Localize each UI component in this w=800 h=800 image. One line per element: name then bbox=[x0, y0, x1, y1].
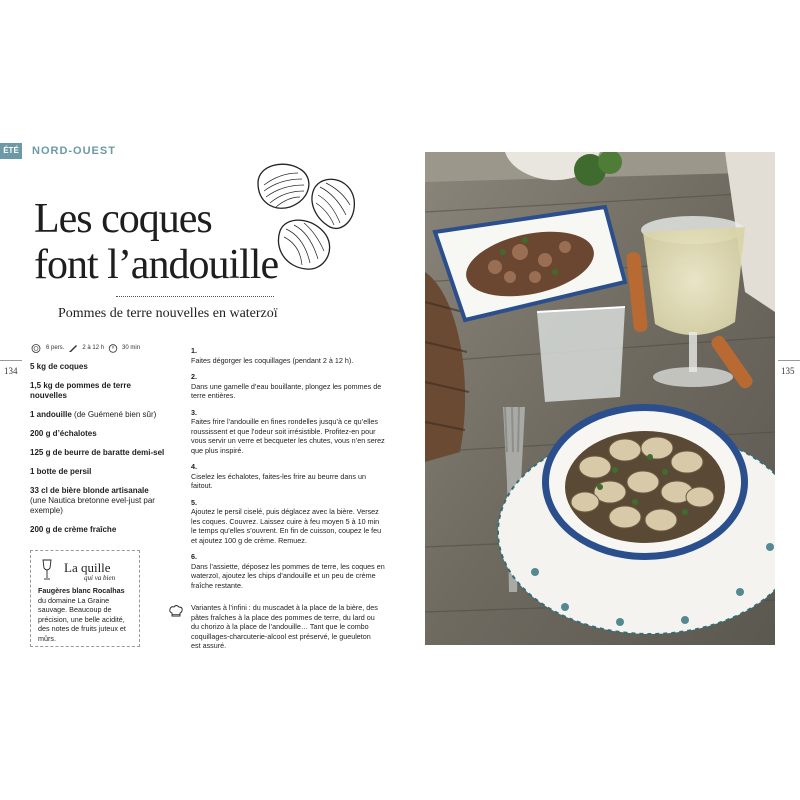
timer-icon bbox=[108, 343, 118, 353]
ingredient-item: 33 cl de bière blonde artisanale (une Nautica bretonne evel-just par exemple) bbox=[30, 486, 155, 515]
ingredient-item: 5 kg de coques bbox=[30, 362, 88, 371]
wine-pairing-text bbox=[38, 586, 138, 643]
left-page-rule bbox=[0, 360, 22, 361]
recipe-meta bbox=[30, 343, 140, 353]
step-item: 3. Faites frire l’andouille en fines rondelles jusqu’à ce qu’elles roussissent et que l’odeur soit irrésistible. Profitez-en pour vous servir un verre et becqueter les chutes, vous n’en serez que plus inspiré. bbox=[191, 407, 385, 455]
ingredient-item: 1 botte de persil bbox=[30, 467, 92, 476]
knife-icon bbox=[68, 343, 78, 353]
ingredient-item: 200 g d’échalotes bbox=[30, 429, 97, 438]
ingredient-item: 200 g de crème fraîche bbox=[30, 525, 117, 534]
wine-pairing-subtitle: qui va bien bbox=[84, 574, 116, 582]
page-number-right: 135 bbox=[781, 366, 795, 376]
recipe-steps bbox=[191, 346, 386, 597]
step-item: 4. Ciselez les échalotes, faites-les frire au beurre dans un faitout. bbox=[191, 462, 366, 490]
wine-name: Faugères blanc Rocalhas bbox=[38, 586, 125, 595]
ingredient-item: 1,5 kg de pommes de terre nouvelles bbox=[30, 381, 131, 400]
page-number-left: 134 bbox=[4, 366, 18, 376]
plate-icon bbox=[30, 344, 42, 353]
step-item: 5. Ajoutez le persil ciselé, puis déglacez avec la bière. Versez les coques. Couvrez. Laissez cuire à feu moyen 5 à 10 min le temps qu’elles s’ouvrent. En fin de cuisson, coupez le feu et ajoutez 100 g de crème. Remuez. bbox=[191, 497, 382, 545]
step-item: 2. Dans une gamelle d’eau bouillante, plongez les pommes de terre entières. bbox=[191, 372, 382, 400]
servings-text: 6 pers. bbox=[46, 345, 65, 351]
recipe-title bbox=[34, 196, 278, 288]
region-label: NORD-OUEST bbox=[32, 145, 116, 157]
recipe-subtitle: Pommes de terre nouvelles en waterzoï bbox=[58, 306, 278, 321]
step-item: 6. Dans l’assiette, déposez les pommes de terre, les coques en waterzoï, ajoutez les chips d’andouille et un peu de crème fraîche restante. bbox=[191, 552, 385, 590]
chef-hat-icon bbox=[168, 604, 184, 620]
prep-time-text: 2 à 12 h bbox=[82, 345, 105, 351]
ingredient-item: 125 g de beurre de baratte demi-sel bbox=[30, 448, 165, 457]
wine-glass-icon bbox=[40, 558, 54, 582]
ingredients-list bbox=[30, 362, 170, 544]
wine-pairing-title: La quille bbox=[64, 560, 111, 575]
title-divider bbox=[116, 296, 274, 297]
title-line-2: font l’andouille bbox=[34, 242, 279, 288]
wine-description: du domaine La Graine sauvage. Beaucoup de précision, une belle acidité, des notes de fruits juteux et mûrs. bbox=[38, 595, 126, 643]
title-line-1: Les coques bbox=[34, 196, 212, 242]
step-item: 1. Faites dégorger les coquillages (pendant 2 à 12 h). bbox=[191, 346, 354, 365]
variant-note: Variantes à l’infini : du muscadet à la place de la bière, des pâtes fraîches à la place des pommes de terre, du lard ou du chorizo à la place de l’andouille… Tant que le combo coquillages-charcuterie-alcool est préservé, le gueuleton est assuré. bbox=[191, 603, 378, 650]
recipe-photo bbox=[425, 152, 775, 645]
right-page-rule bbox=[778, 360, 800, 361]
ingredient-item: 1 andouille (de Guémené bien sûr) bbox=[30, 410, 157, 419]
season-tag: ÉTÉ bbox=[0, 143, 22, 159]
cook-time-text: 30 min bbox=[122, 345, 141, 351]
